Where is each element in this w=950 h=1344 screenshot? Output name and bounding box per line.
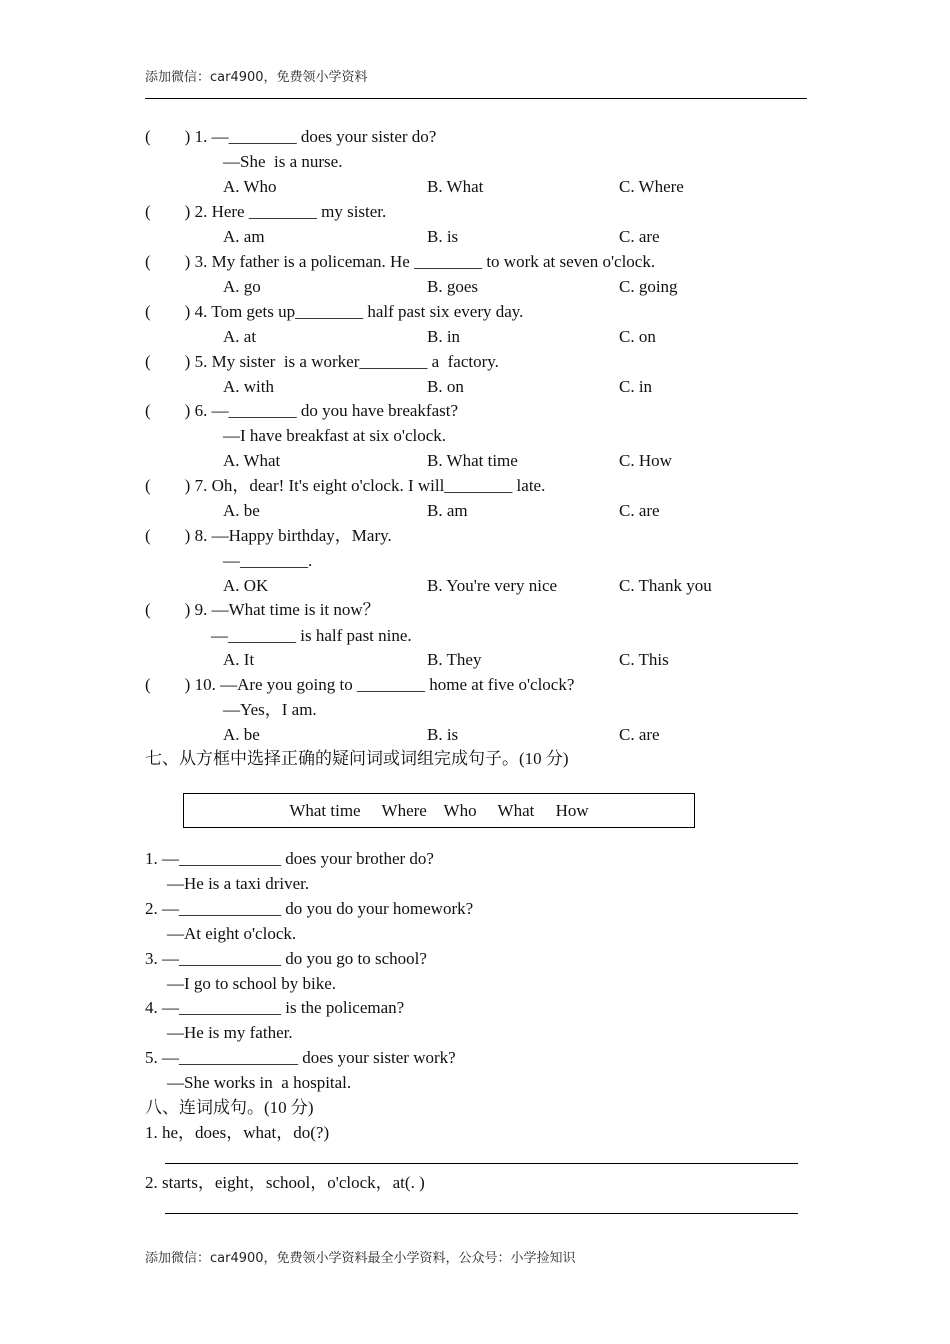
section-8-answer-line-1 (165, 1163, 798, 1164)
section-8-question-1: 1. he，does，what，do(?) (145, 1123, 330, 1142)
question-4-stem: ( ) 4. Tom gets up________ half past six every day. (145, 302, 524, 321)
question-2-option-c: C. are (619, 227, 660, 246)
section-8-title: 八、连词成句。(10 分) (145, 1098, 314, 1117)
question-8-option-b: B. You're very nice (427, 576, 558, 595)
question-9-stem: ( ) 9. —What time is it now？ (145, 600, 380, 619)
question-2-option-a: A. am (223, 227, 265, 246)
section-7-question-3: 3. —____________ do you go to school? (145, 949, 427, 968)
question-6-response: —I have breakfast at six o'clock. (223, 426, 447, 445)
question-8-stem: ( ) 8. —Happy birthday，Mary. (145, 526, 392, 545)
section-7-answer-1: —He is a taxi driver. (167, 874, 310, 893)
question-5-option-c: C. in (619, 377, 653, 396)
question-4-option-b: B. in (427, 327, 461, 346)
question-6-option-c: C. How (619, 451, 672, 470)
question-7-option-a: A. be (223, 501, 260, 520)
question-10-option-a: A. be (223, 725, 260, 744)
section-7-answer-3: —I go to school by bike. (167, 974, 337, 993)
section-8-question-2: 2. starts，eight，school，o'clock，at(. ) (145, 1173, 425, 1192)
question-5-stem: ( ) 5. My sister is a worker________ a factory. (145, 352, 499, 371)
section-7-answer-5: —She works in a hospital. (167, 1073, 352, 1092)
question-7-option-c: C. are (619, 501, 660, 520)
question-5-option-a: A. with (223, 377, 274, 396)
question-2-stem: ( ) 2. Here ________ my sister. (145, 202, 387, 221)
question-1-response: —She is a nurse. (223, 152, 343, 171)
question-10-option-b: B. is (427, 725, 459, 744)
question-1-option-c: C. Where (619, 177, 684, 196)
question-10-stem: ( ) 10. —Are you going to ________ home at five o'clock? (145, 675, 575, 694)
question-8-response: —________. (223, 551, 313, 570)
question-10-response: —Yes，I am. (223, 700, 317, 719)
question-7-option-b: B. am (427, 501, 468, 520)
section-7-answer-2: —At eight o'clock. (167, 924, 297, 943)
question-9-option-c: C. This (619, 650, 669, 669)
question-8-option-a: A. OK (223, 576, 269, 595)
question-9-response: —________ is half past nine. (211, 626, 412, 645)
header-divider (145, 98, 807, 99)
page-footer: 添加微信：car4900，免费领小学资料最全小学资料，公众号：小学捡知识 (145, 1251, 576, 1266)
section-7-answer-4: —He is my father. (167, 1023, 293, 1042)
question-4-option-c: C. on (619, 327, 656, 346)
section-7-question-5: 5. —______________ does your sister work? (145, 1048, 456, 1067)
question-9-option-b: B. They (427, 650, 482, 669)
question-2-option-b: B. is (427, 227, 459, 246)
question-1-stem: ( ) 1. —________ does your sister do? (145, 127, 437, 146)
question-7-stem: ( ) 7. Oh，dear! It's eight o'clock. I will________ late. (145, 476, 546, 495)
word-bank-box (183, 793, 695, 828)
question-3-option-b: B. goes (427, 277, 478, 296)
question-6-option-b: B. What time (427, 451, 518, 470)
question-3-stem: ( ) 3. My father is a policeman. He ________ to work at seven o'clock. (145, 252, 656, 271)
page-header: 添加微信：car4900，免费领小学资料 (145, 70, 368, 85)
question-1-option-a: A. Who (223, 177, 277, 196)
question-3-option-c: C. going (619, 277, 678, 296)
question-6-option-a: A. What (223, 451, 281, 470)
word-bank-words: What time Where Who What How (289, 801, 589, 820)
question-6-stem: ( ) 6. —________ do you have breakfast? (145, 401, 459, 420)
question-8-option-c: C. Thank you (619, 576, 712, 595)
question-10-option-c: C. are (619, 725, 660, 744)
section-7-question-4: 4. —____________ is the policeman? (145, 998, 405, 1017)
section-8-answer-line-2 (165, 1213, 798, 1214)
question-9-option-a: A. It (223, 650, 255, 669)
section-7-question-1: 1. —____________ does your brother do? (145, 849, 434, 868)
question-3-option-a: A. go (223, 277, 261, 296)
section-7-title: 七、从方框中选择正确的疑问词或词组完成句子。(10 分) (145, 749, 569, 768)
question-1-option-b: B. What (427, 177, 484, 196)
section-7-question-2: 2. —____________ do you do your homework? (145, 899, 474, 918)
question-5-option-b: B. on (427, 377, 464, 396)
question-4-option-a: A. at (223, 327, 257, 346)
